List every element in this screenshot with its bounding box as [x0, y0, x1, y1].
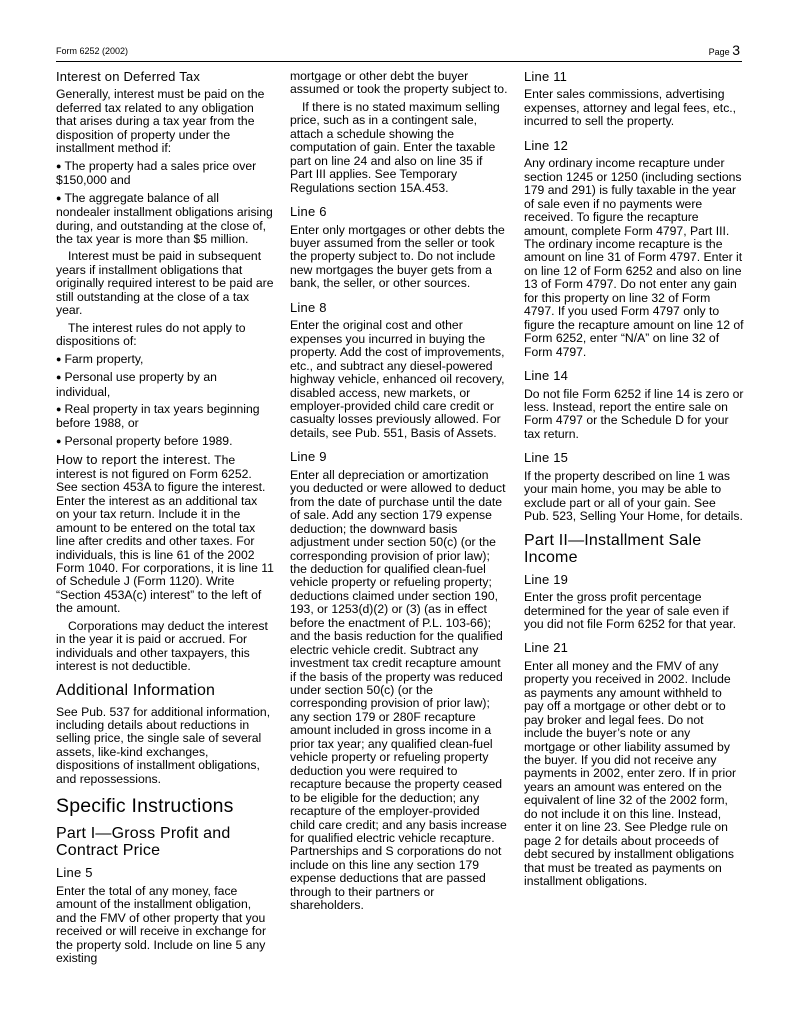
paragraph-line-21: Enter all money and the FMV of any property you received in 2002. Include as payments any amount withheld to pay off a mortgage or other debt or to pay broker and legal fees. Do not include the buyer’s note or any mortgage or other liability assumed by the buyer. If you did not receive any payments in 2002, enter zero. If in prior years an amount was entered on the equivalent of line 32 of the 2002 form, do not include it on this line. Instead, enter it on line 23. See Pledge rule on page 2 for details about proceeds of debt secured by installment obligations that must be treated as payments on installment obligations.: [524, 658, 737, 889]
paragraph-line-6: Enter only mortgages or other debts the buyer assumed from the seller or took the property subject to. Do not include new mortgages the buyer gets from a bank, the seller, or other sources.: [290, 222, 505, 291]
heading-part-2: Part II—Installment Sale Income: [524, 531, 702, 566]
how-to-report-heading: How to report the interest.: [56, 452, 211, 468]
paragraph-line-11: Enter sales commissions, advertising expenses, attorney and legal fees, etc., incurred to sell the property.: [524, 87, 737, 129]
paragraph-line-8: Enter the original cost and other expenses you incurred in buying the property. Add the cost of improvements, etc., and subtract any diesel-powered highway vehicle, enhanced oil recovery, disabled access, new markets, or employer-provided child care credit or casualty losses previously allowed. For details, see Pub. 551, Basis of Assets.: [290, 318, 505, 440]
paragraph-line-9: Enter all depreciation or amortization you deducted or were allowed to deduct from the date of purchase until the date of sale. Add any section 179 expense deduction; the downward basis adjustment under section 50(c) (or the corresponding provision of prior law); the deduction for qualified clean-fuel vehicle property or refueling property; deductions claimed under section 190, 193, or 1253(d)(2) or (3) (as in effect before the enactment of P.L. 103-66); and the basis reduction for the qualified electric vehicle credit. Subtract any investment tax credit recapture amount if the basis of the property was reduced under section 50(c) (or the corresponding provision of prior law); any section 179 or 280F recapture amount included in gross income in a prior tax year; any qualified clean-fuel vehicle property or refueling property deduction you were required to recapture because the property ceased to be eligible for the deduction; any recapture of the employer-provided child care credit; and any basis increase for qualified electric vehicle recapture. Partnerships and S corporations do not include on this line any section 179 expense deductions that are passed through to their partners or shareholders.: [290, 467, 507, 913]
paragraph-no-stated-price: If there is no stated maximum selling price, such as in a contingent sale, attach a schedule showing the computation of gain. Enter the taxable part on line 24 and also on line 35 if Part III applies. See Temporary Regulations section 15A.453.: [290, 99, 500, 195]
heading-specific-instructions: Specific Instructions: [56, 795, 234, 818]
paragraph-line-14: Do not file Form 6252 if line 14 is zero or less. Instead, report the entire sale on Form 4797 or the Schedule D for your tax return.: [524, 386, 744, 441]
heading-line-14: Line 14: [524, 368, 569, 384]
paragraph-how-to-report: [56, 453, 274, 615]
paragraph-line-19: Enter the gross profit percentage determined for the year of sale even if you did not file Form 6252 for that year.: [524, 590, 737, 631]
heading-line-9: Line 9: [290, 449, 327, 465]
paragraph-additional-information: See Pub. 537 for additional information, including details about reductions in selling price, the single sale of several assets, like-kind exchanges, dispositions of installment obligations, and repossessions.: [56, 704, 271, 786]
paragraph-interest-paid: Interest must be paid in subsequent years if installment obligations that originally required interest to be paid are still outstanding at the close of a tax year.: [56, 249, 274, 318]
bullet-real-property: ● Real property in tax years beginning before 1988, or: [56, 403, 274, 431]
paragraph-line-12: Any ordinary income recapture under section 1245 or 1250 (including sections 179 and 291) is fully taxable in the year of sale even if no payments were received. To figure the recapture amount, complete Form 4797, Part III. The ordinary income recapture is the amount on line 31 of Form 4797. Enter it on line 12 of Form 6252 and also on line 13 of Form 4797. Do not enter any gain for this property on line 32 of Form 4797. If you used Form 4797 only to figure the recapture amount on line 12 of Form 6252, enter “N/A” on line 32 of Form 4797.: [524, 156, 744, 359]
page-number: 3: [732, 42, 740, 58]
page-label: Page: [708, 47, 730, 57]
heading-line-19: Line 19: [524, 571, 569, 587]
bullet-personal-property: ● Personal property before 1989.: [56, 435, 274, 449]
paragraph-interest: Generally, interest must be paid on the deferred tax related to any obligation that arises during a tax year from the disposition of property under the installment method if:: [56, 87, 265, 156]
bullet-sales-price: ● The property had a sales price over $150,000 and: [56, 160, 274, 188]
form-label: Form 6252 (2002): [56, 46, 129, 56]
heading-line-15: Line 15: [524, 450, 569, 466]
bullet-personal-use: ● Personal use property by an individual,: [56, 371, 274, 399]
paragraph-corporations: Corporations may deduct the interest in the year it is paid or accrued. For individuals and other taxpayers, this interest is not deductible.: [56, 618, 268, 674]
heading-additional-information: Additional Information: [56, 681, 216, 699]
paragraph-line-15: If the property described on line 1 was your main home, you may be able to exclude part or all of your gain. See Pub. 523, Selling Your Home, for details.: [524, 468, 743, 524]
heading-line-11: Line 11: [524, 69, 568, 84]
column-3: [524, 70, 744, 893]
paragraph-interest-rules: The interest rules do not apply to dispositions of:: [56, 320, 246, 349]
heading-interest-deferred-tax: Interest on Deferred Tax: [56, 69, 201, 84]
how-to-report-text: The interest is not figured on Form 6252. See section 453A to figure the interest. Enter the interest as an additional tax on your tax return. Include it in the amount to be entered on the total tax line after credits and other taxes. For individuals, this is line 61 of the 2002 Form 1040. For corporations, it is line 11 of Schedule J (Form 1120). Write “Section 453A(c) interest” to the left of the amount.: [56, 453, 274, 616]
heading-line-5: Line 5: [56, 865, 93, 881]
heading-line-6: Line 6: [290, 204, 327, 220]
header-rule: [56, 61, 742, 62]
bullet-aggregate-balance: ● The aggregate balance of all nondealer installment obligations arising during, and outstanding at the close of, the tax year is more than $5 million.: [56, 192, 274, 247]
paragraph-line-5-cont: mortgage or other debt the buyer assumed or took the property subject to.: [290, 69, 508, 97]
heading-line-12: Line 12: [524, 137, 569, 153]
heading-part-1: Part I—Gross Profit and Contract Price: [56, 825, 231, 860]
column-2: [290, 70, 508, 917]
heading-line-8: Line 8: [290, 299, 327, 315]
page-indicator: [709, 42, 740, 58]
bullet-farm-property: ● Farm property,: [56, 353, 274, 367]
paragraph-line-5: Enter the total of any money, face amount of the installment obligation, and the FMV of other property that you received or will receive in exchange for the property sold. Include on line 5 any existing: [56, 883, 266, 966]
column-1: [56, 70, 274, 969]
heading-line-21: Line 21: [524, 640, 569, 656]
